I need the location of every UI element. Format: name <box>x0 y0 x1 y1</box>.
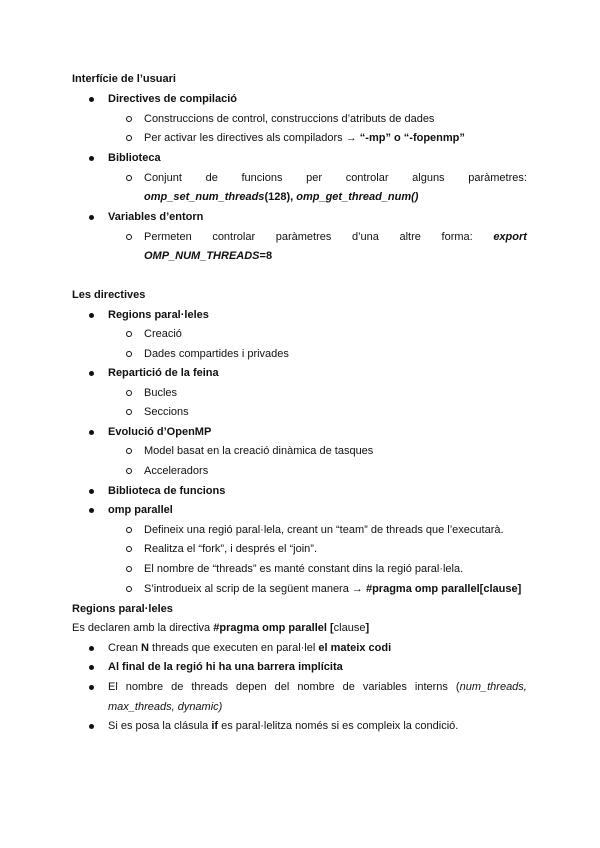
text-bold: N <box>141 642 149 654</box>
sub-bullet-regions-1: Creació <box>144 328 182 340</box>
word: threads <box>191 681 229 693</box>
word: variables <box>362 681 407 693</box>
bullet-variables: Variables d’entorn <box>108 211 204 223</box>
word: de <box>171 681 184 693</box>
sub-bullet-variables-1 <box>144 230 527 244</box>
word: de <box>205 172 218 184</box>
bullet-evolucio: Evolució d’OpenMP <box>108 426 212 438</box>
bullet-omp-parallel: omp parallel <box>108 504 173 516</box>
bullet-regions-1 <box>108 641 391 655</box>
word: nombre <box>297 681 335 693</box>
text-bold: ] <box>365 622 370 634</box>
text: threads que executen en paral·lel <box>148 642 319 654</box>
sub-bullet-omp-2: Realitza el “fork”, i després el “join”. <box>144 543 318 555</box>
paren: ( <box>455 681 460 693</box>
text: Per activar les directives als compiladors → <box>144 132 360 144</box>
text: Es declaren amb la directiva <box>72 622 214 634</box>
bullet-biblioteca-funcions: Biblioteca de funcions <box>108 485 226 497</box>
text-bold: #pragma omp parallel [ <box>213 622 334 634</box>
text-bold: “-mp” o “-fopenmp” <box>359 132 465 144</box>
sub-bullet-directives-2 <box>144 131 465 145</box>
text: es paral·lelitza només si es compleix la condició. <box>218 720 459 732</box>
bullet-regions: Regions paral·leles <box>108 309 209 321</box>
bullet-biblioteca: Biblioteca <box>108 152 161 164</box>
text-bold: =8 <box>259 250 273 262</box>
word: paràmetres <box>275 231 332 243</box>
sub-bullet-omp-1: Defineix una regió paral·lela, creant un “team” de threads que l’executarà. <box>144 524 504 536</box>
regions-intro <box>72 621 369 635</box>
word: depen <box>236 681 267 693</box>
bullet-regions-4 <box>108 719 458 733</box>
bullet-regions-2: Al final de la regió hi ha una barrera implícita <box>108 661 343 673</box>
text-bold: if <box>211 720 219 732</box>
sub-bullet-reparticio-1: Bucles <box>144 387 178 399</box>
word: Permeten <box>144 231 192 243</box>
text-bold: el mateix codi <box>318 642 392 654</box>
word-bold: export <box>493 231 527 243</box>
word: per <box>306 172 323 184</box>
section-heading-directives: Les directives <box>72 289 146 301</box>
word: paràmetres: <box>468 172 527 184</box>
sub-bullet-variables-1-cont <box>144 249 272 263</box>
word: nombre <box>125 681 164 693</box>
word: forma: <box>441 231 473 243</box>
word-italic: num_threads, <box>459 681 527 693</box>
bullet-regions-3 <box>108 680 527 694</box>
sub-bullet-evolucio-1: Model basat en la creació dinàmica de tasques <box>144 445 374 457</box>
word: interns <box>414 681 448 693</box>
word: funcions <box>241 172 283 184</box>
word: controlar <box>345 172 389 184</box>
word: del <box>274 681 290 693</box>
function-name: omp_set_num_threads <box>144 191 265 203</box>
text-bold: #pragma omp parallel[clause] <box>365 583 522 595</box>
sub-bullet-omp-4 <box>144 582 521 596</box>
function-name: omp_get_thread_num() <box>296 191 419 203</box>
word: alguns <box>412 172 445 184</box>
text: Si es posa la clásula <box>108 720 212 732</box>
section-heading-regions: Regions paral·leles <box>72 603 173 615</box>
word: altre <box>399 231 421 243</box>
text-bold: (128), <box>264 191 297 203</box>
word: de <box>342 681 355 693</box>
section-heading-interficie: Interfície de l’usuari <box>72 73 176 85</box>
text: clause <box>333 622 366 634</box>
word: El <box>108 681 118 693</box>
text: Crean <box>108 642 142 654</box>
word-tail <box>456 680 527 694</box>
word: d’una <box>351 231 379 243</box>
sub-bullet-reparticio-2: Seccions <box>144 406 189 418</box>
sub-bullet-regions-2: Dades compartides i privades <box>144 348 289 360</box>
sub-bullet-directives-1: Construccions de control, construccions d’atributs de dades <box>144 113 435 125</box>
bullet-reparticio: Repartició de la feina <box>108 367 219 379</box>
bullet-directives: Directives de compilació <box>108 93 237 105</box>
sub-bullet-evolucio-2: Acceleradors <box>144 465 209 477</box>
word: controlar <box>212 231 256 243</box>
env-var: OMP_NUM_THREADS <box>144 250 260 262</box>
bullet-regions-3-cont: max_threads, dynamic) <box>108 701 223 713</box>
text: S’introdueix al scrip de la següent manera → <box>144 583 366 595</box>
sub-bullet-biblioteca-1-cont <box>144 190 418 204</box>
sub-bullet-omp-3: El nombre de “threads” es manté constant dins la regió paral·lela. <box>144 563 464 575</box>
sub-bullet-biblioteca-1 <box>144 171 527 185</box>
word: Conjunt <box>144 172 182 184</box>
